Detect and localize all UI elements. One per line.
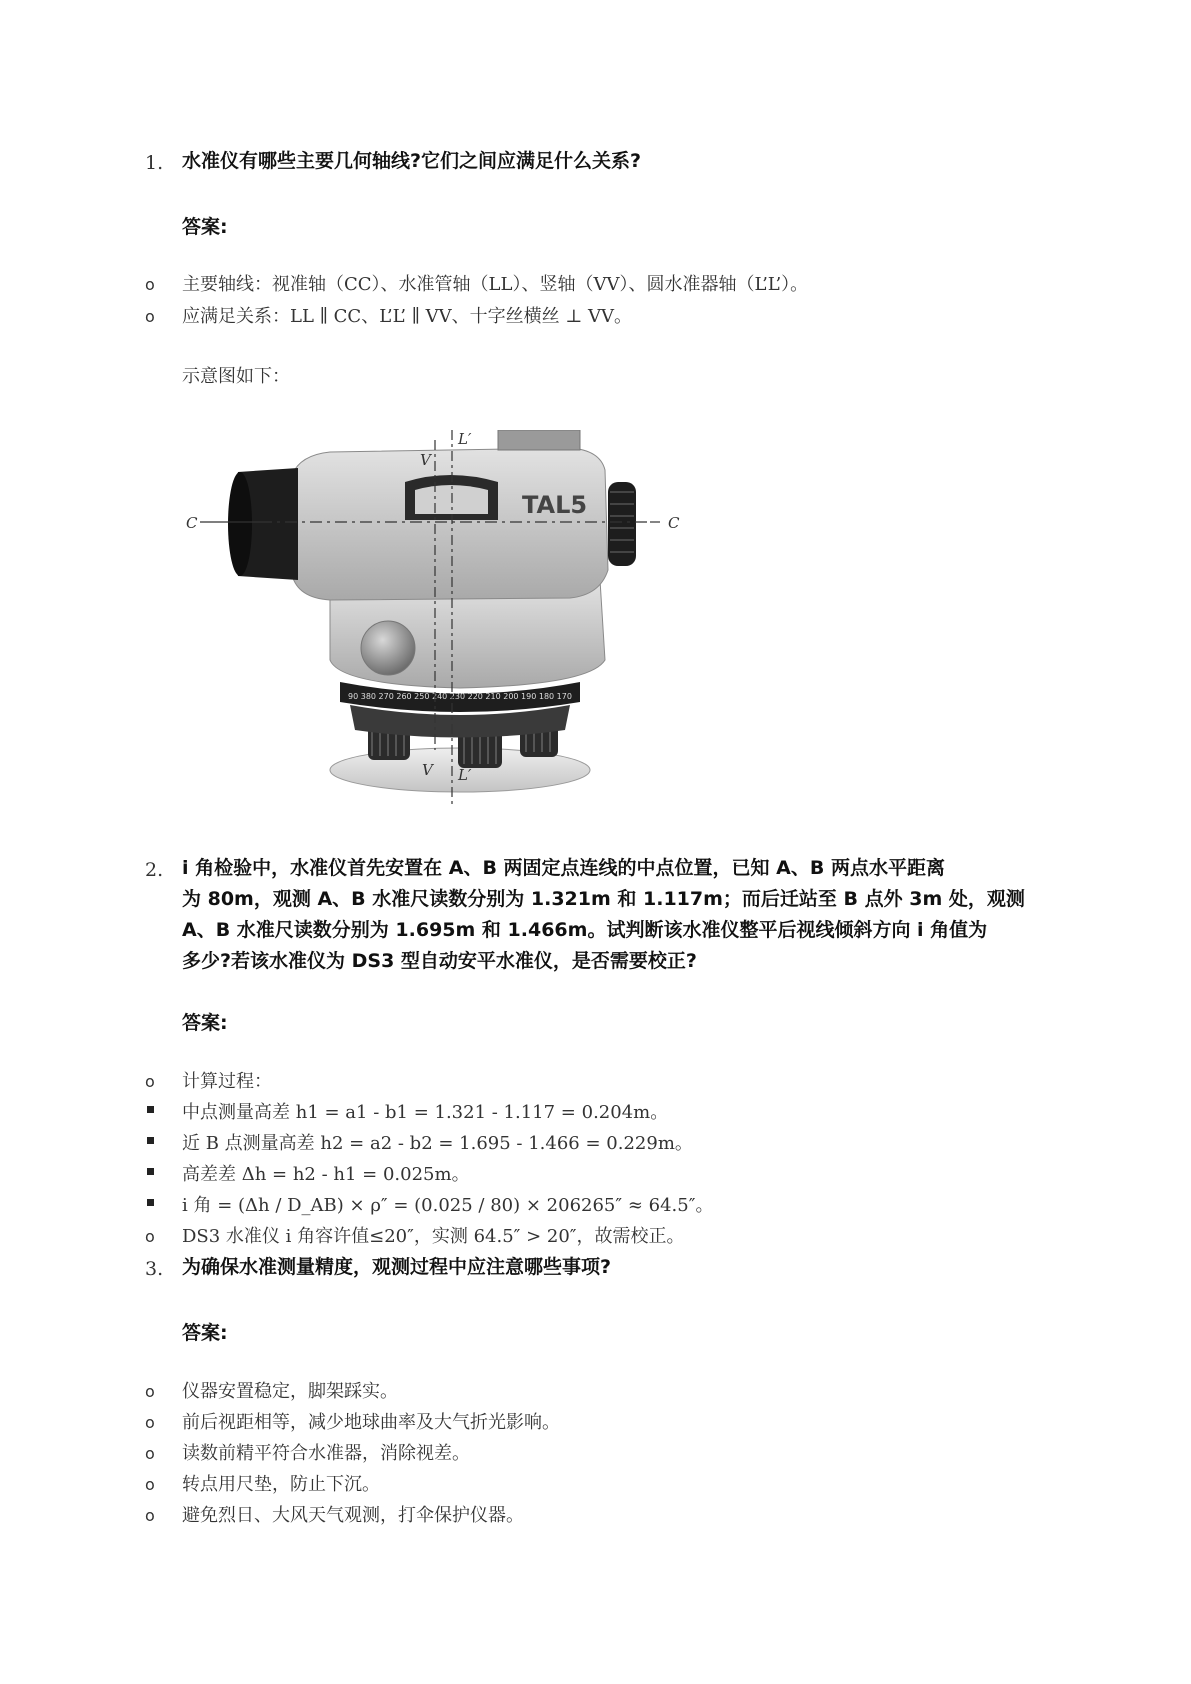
q3-answer-label: 答案: <box>182 1322 228 1344</box>
axis-label-v-bottom: V <box>422 761 433 779</box>
q2-step-4: i 角 = (Δh / D_AB) × ρ″ = (0.025 / 80) × 206265″ ≈ 64.5″。 <box>182 1195 714 1216</box>
q2-step-bullet-3 <box>147 1168 154 1175</box>
q2-step-bullet-1 <box>147 1106 154 1113</box>
q1-question: 水准仪有哪些主要几何轴线?它们之间应满足什么关系? <box>182 150 642 172</box>
q2-step-bullet-4 <box>147 1199 154 1206</box>
q2-question-line-1: i 角检验中，水准仪首先安置在 A、B 两固定点连线的中点位置，已知 A、B 两点水平距离 <box>182 857 945 879</box>
q3-number: 3. <box>145 1258 164 1280</box>
q1-bullet-1: o <box>145 275 155 294</box>
q3-bullet-2: o <box>145 1413 155 1432</box>
focusing-knob <box>361 621 415 675</box>
q3-item-3: 读数前精平符合水准器，消除视差。 <box>182 1443 470 1464</box>
q3-item-5: 避免烈日、大风天气观测，打伞保护仪器。 <box>182 1505 524 1526</box>
q3-bullet-1: o <box>145 1382 155 1401</box>
axis-label-l-top: L′ <box>458 430 472 448</box>
q2-step-bullet-2 <box>147 1137 154 1144</box>
diagram-caption: 示意图如下： <box>182 366 290 387</box>
q2-number: 2. <box>145 859 164 881</box>
q3-bullet-5: o <box>145 1506 155 1525</box>
q2-step-3: 高差差 Δh = h2 - h1 = 0.025m。 <box>182 1164 470 1185</box>
brand-text: TAL5 <box>522 491 588 519</box>
q3-item-4: 转点用尺垫，防止下沉。 <box>182 1474 380 1495</box>
q1-number: 1. <box>145 152 164 174</box>
q2-step-1: 中点测量高差 h1 = a1 - b1 = 1.321 - 1.117 = 0.204m。 <box>182 1102 669 1123</box>
q2-bullet-conclusion: o <box>145 1227 155 1246</box>
axis-label-c-left: C <box>186 514 198 532</box>
top-sight <box>498 430 580 450</box>
q3-item-1: 仪器安置稳定，脚架踩实。 <box>182 1381 398 1402</box>
axis-label-c-right: C <box>668 514 680 532</box>
q2-question <box>182 853 1025 977</box>
q3-question: 为确保水准测量精度，观测过程中应注意哪些事项? <box>182 1256 612 1278</box>
axis-label-l-bottom: L′ <box>458 766 472 784</box>
q2-question-line-2: 为 80m，观测 A、B 水准尺读数分别为 1.321m 和 1.117m；而后迁站至 B 点外 3m 处，观测 <box>182 888 1025 910</box>
q2-bullet-calc: o <box>145 1072 155 1091</box>
q3-bullet-3: o <box>145 1444 155 1463</box>
q1-item-1: 主要轴线：视准轴（CC）、水准管轴（LL）、竖轴（VV）、圆水准器轴（L’L’）。 <box>182 274 809 295</box>
q2-answer-label: 答案: <box>182 1012 228 1034</box>
q1-bullet-2: o <box>145 307 155 326</box>
q2-question-line-4: 多少?若该水准仪为 DS3 型自动安平水准仪，是否需要校正? <box>182 950 697 972</box>
axis-label-v-top: V <box>420 451 431 469</box>
q3-bullet-4: o <box>145 1475 155 1494</box>
q2-calc-title: 计算过程： <box>182 1071 272 1092</box>
q1-item-2: 应满足关系：LL ∥ CC、L’L’ ∥ VV、十字丝横丝 ⊥ VV。 <box>182 306 633 327</box>
q2-step-2: 近 B 点测量高差 h2 = a2 - b2 = 1.695 - 1.466 = 0.229m。 <box>182 1133 693 1154</box>
level-instrument-diagram <box>180 430 740 810</box>
q2-conclusion: DS3 水准仪 i 角容许值≤20″，实测 64.5″ > 20″，故需校正。 <box>182 1226 685 1247</box>
q2-question-line-3: A、B 水准尺读数分别为 1.695m 和 1.466m。试判断该水准仪整平后视线倾斜方向 i 角值为 <box>182 919 988 941</box>
telescope-body <box>292 448 608 600</box>
eyepiece <box>608 482 636 566</box>
q1-answer-label: 答案: <box>182 216 228 238</box>
q3-item-2: 前后视距相等，减少地球曲率及大气折光影响。 <box>182 1412 560 1433</box>
scale-text: 90 380 270 260 250 240 230 220 210 200 190 180 170 <box>348 692 572 701</box>
